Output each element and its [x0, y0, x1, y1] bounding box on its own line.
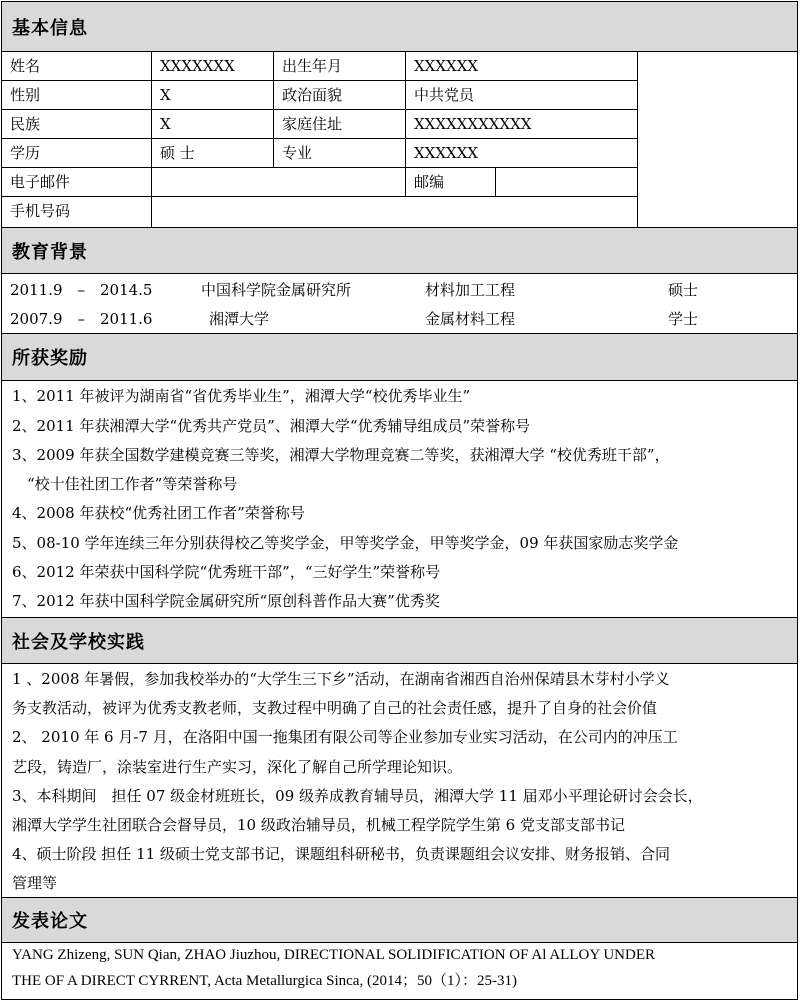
postcode-label: 邮编 — [406, 168, 496, 197]
political-status-label: 政治面貌 — [274, 81, 406, 110]
award-line: 4、2008 年获校“优秀社团工作者”荣誉称号 — [12, 504, 305, 522]
address-label: 家庭住址 — [274, 110, 406, 139]
email-value — [152, 168, 406, 197]
edu-degree: 硕士 — [668, 281, 699, 299]
section-title: 基本信息 — [12, 17, 88, 39]
section-education-header — [2, 227, 797, 274]
edu-major: 材料加工工程 — [425, 281, 516, 299]
phone-label: 手机号码 — [2, 197, 152, 227]
award-line: 1、2011 年被评为湖南省“省优秀毕业生”，湘潭大学“校优秀毕业生” — [12, 387, 471, 405]
section-awards-header — [2, 333, 797, 381]
email-label: 电子邮件 — [2, 168, 152, 197]
major-value: XXXXXX — [406, 139, 638, 168]
resume-document — [1, 1, 798, 1000]
edu-period: 2011.9 – 2014.5 — [10, 281, 153, 299]
practice-line: 3、本科期间 担任 07 级金材班班长，09 级养成教育辅导员，湘潭大学 11 届邓小平理论研讨会会长， — [12, 787, 703, 805]
section-title: 社会及学校实践 — [12, 631, 145, 653]
practice-line: 艺段，铸造厂，涂装室进行生产实习，深化了解自己所学理论知识。 — [12, 758, 463, 776]
practice-line: 湘潭大学学生社团联合会督导员，10 级政治辅导员，机械工程学院学生第 6 党支部支部书记 — [12, 816, 625, 834]
edu-school: 湘潭大学 — [209, 310, 270, 328]
practice-line: 务支教活动，被评为优秀支教老师，支教过程中明确了自己的社会责任感，提升了自身的社会价值 — [12, 699, 658, 717]
practice-line: 2、 2010 年 6 月-7 月，在洛阳中国一拖集团有限公司等企业参加专业实习活动，在公司内的冲压工 — [12, 728, 678, 746]
paper-line: YANG Zhizeng, SUN Qian, ZHAO Jiuzhou, DIRECTIONAL SOLIDIFICATION OF Al ALLOY UNDER — [12, 947, 656, 963]
major-label: 专业 — [274, 139, 406, 168]
address-value: XXXXXXXXXXX — [406, 110, 638, 139]
paper-line: THE OF A DIRECT CYRRENT, Acta Metallurgica Sinca, (2014；50（1）：25-31) — [12, 973, 517, 989]
award-line: 5、08-10 学年连续三年分别获得校乙等奖学金，甲等奖学金，甲等奖学金，09 年获国家励志奖学金 — [12, 534, 679, 552]
photo-placeholder — [638, 52, 797, 227]
gender-label: 性别 — [2, 81, 152, 110]
award-line: 7、2012 年获中国科学院金属研究所“原创科普作品大赛”优秀奖 — [12, 592, 440, 610]
name-value: XXXXXXX — [152, 52, 274, 81]
birth-label: 出生年月 — [274, 52, 406, 81]
edu-period: 2007.9 – 2011.6 — [10, 310, 153, 328]
political-status-value: 中共党员 — [406, 81, 638, 110]
phone-value — [152, 197, 638, 227]
award-line: 3、2009 年获全国数学建模竞赛三等奖，湘潭大学物理竞赛二等奖，获湘潭大学 “校优秀班干部”， — [12, 446, 670, 464]
edu-school: 中国科学院金属研究所 — [201, 281, 352, 299]
edu-degree: 学士 — [668, 310, 699, 328]
postcode-value — [496, 168, 638, 197]
section-title: 发表论文 — [12, 911, 88, 932]
award-line: 6、2012 年荣获中国科学院“优秀班干部”，“三好学生”荣誉称号 — [12, 563, 441, 581]
ethnicity-label: 民族 — [2, 110, 152, 139]
practice-line: 管理等 — [12, 874, 58, 892]
section-title: 所获奖励 — [12, 348, 88, 369]
ethnicity-value: X — [152, 110, 274, 139]
section-title: 教育背景 — [12, 241, 88, 263]
section-practice-header — [2, 617, 797, 664]
section-papers-header — [2, 897, 797, 943]
name-label: 姓名 — [2, 52, 152, 81]
birth-value: XXXXXX — [406, 52, 638, 81]
award-line: 2、2011 年获湘潭大学“优秀共产党员”、湘潭大学“优秀辅导组成员”荣誉称号 — [12, 417, 531, 435]
practice-line: 4、硕士阶段 担任 11 级硕士党支部书记，课题组科研秘书，负责课题组会议安排、财务报销、合同 — [12, 845, 670, 863]
gender-value: X — [152, 81, 274, 110]
award-line: “校十佳社团工作者”等荣誉称号 — [12, 475, 238, 493]
edu-major: 金属材料工程 — [425, 310, 516, 328]
section-basic-info-header — [2, 2, 797, 52]
degree-label: 学历 — [2, 139, 152, 168]
degree-value: 硕 士 — [152, 139, 274, 168]
practice-line: 1 、2008 年暑假，参加我校举办的“大学生三下乡”活动，在湖南省湘西自治州保靖县木芽村小学义 — [12, 670, 670, 688]
